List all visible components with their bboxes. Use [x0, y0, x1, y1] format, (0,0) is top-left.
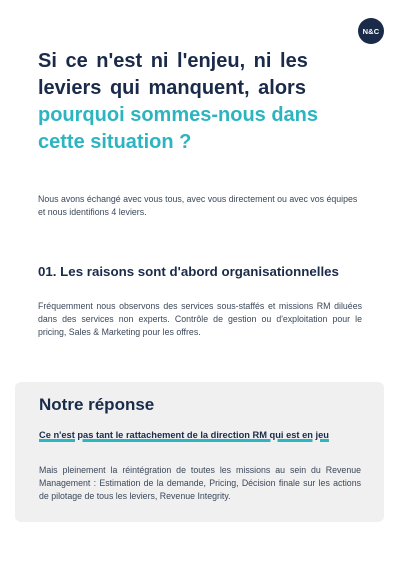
response-highlight	[39, 429, 361, 442]
response-box	[15, 382, 384, 522]
response-highlight-text: Ce n'est pas tant le rattachement de la direction RM qui est en jeu	[39, 430, 329, 440]
response-title: Notre réponse	[39, 395, 155, 414]
headline-line-1: Si ce n'est ni l'enjeu, ni les	[38, 50, 308, 72]
response-paragraph: Mais pleinement la réintégration de toutes les missions au sein du Revenue Management : Estimation de la demande, Pricing, Décision finale sur les actions de pilotage de tous les leviers, Revenue Integrity.	[39, 465, 361, 501]
intro-paragraph: Nous avons échangé avec vous tous, avec vous directement ou avec vos équipes et nous identifions 4 leviers.	[38, 194, 358, 217]
headline-line-4: cette situation ?	[38, 131, 192, 153]
section-title: 01. Les raisons sont d'abord organisationnelles	[38, 264, 339, 279]
nc-logo: N&C	[358, 18, 384, 44]
headline-line-3: pourquoi sommes-nous dans	[38, 104, 319, 126]
headline-line-2: leviers qui manquent, alors	[38, 77, 306, 99]
section-paragraph: Fréquemment nous observons des services sous-staffés et missions RM diluées dans des services non experts. Contrôle de gestion ou d'exploitation pour le pricing, Sales & Marketing pour les offres.	[38, 301, 362, 337]
page-headline	[38, 48, 368, 156]
